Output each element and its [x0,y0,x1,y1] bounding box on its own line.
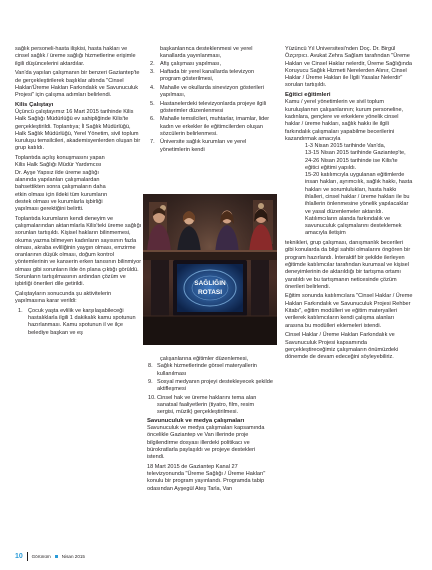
list-item [147,363,273,378]
tv-studio-photo [143,194,277,345]
section-heading-savunuculuk: Savunuculuk ve medya çalışmaları [147,417,245,424]
list-item [147,69,273,84]
list-text: Haftada bir yerel kanallarda televizyon program gösterilmesi, [160,69,255,83]
list-number: 5. [150,100,155,107]
column-1 [15,46,142,543]
list-continuation: çalışanlarına eğitimler düzenlemesi, [160,356,249,362]
section-heading-egitim: Eğitici eğitimleri [285,92,331,99]
paragraph: 18 Mart 2015 de Gaziantep Kanal 27 televizyonunda "Üreme Sağlığı / Üreme Hakları" konulu bir program yayınlandı. Programda tabip odasından Ayşegül Ateş Tarla, Van [147,463,266,492]
show-logo-line-2: ROTASI [197,289,223,296]
list-number: 9. [148,379,153,386]
activity-list-continued [147,61,273,154]
show-logo-line-1: SAĞLIĞIN [194,280,226,287]
list-number: 6. [150,116,155,123]
date-line: 1-3 Nisan 2015 tarihinde Van'da, [305,143,386,150]
paragraph: teknikleri, grup çalışması, danışmanlık becerileri gibi konularda da bilgi sahibi olmalarını öngören bir program hazırlandı. İnteraktif bir şekilde ilerleyen eğitimde katılımcılar tarafından kurumsal ve kişisel deneyimlerinin de aktarıldığı bir tartışma ortamı yaratıldı ve bu tartışmanın neticesinde çözüm önerileri belirlendi. [285,240,411,290]
page-footer [15,551,85,561]
paragraph: Yüzüncü Yıl Üniversitesi'nden Doç. Dr. Birgül Özçırpıcı. Avukat Zehra Sağlam tarafından "Üreme Hakları ve Cinsel Haklar nelerdir, Üreme Sağlığında Koruyucu Sağlık Hizmeti Nerelerden Alınır, Cinsel Haklar / Üreme Hakları ile İlgili Yasalar Nelerdir" soruları tartışıldı. [285,46,413,89]
list-number: 10. [148,394,156,401]
list-number: 3. [150,69,155,76]
paragraph: 15-20 katılımcıyla uygulanan eğitimlerde insan hakları, ayrımcılık, sağlık hakkı, hasta hakları ve sorumlulukları, hasta hakkı ihlalleri, cinsel haklar / üreme hakları ile bu ihlallerin önlenmesine yönelik yapılacaklar ve yasal düzenlemeler aktarıldı. Katılımcıların alanda farkındalık ve savunuculuk çalışmalarını desteklemek amacıyla iletişim [305,172,413,237]
section-heading-kilis: Kilis Çalıştayı [15,101,54,108]
list-text: Mahalle temsilcileri, muhtarlar, imamlar, lider kadın ve erkekler ile eğitimcilerden oluşan sözcülerin belirlenmesi. [160,116,270,137]
list-item [147,379,273,394]
list-item [147,101,273,116]
paragraph: sağlık personeli-hasta ilişkisi, hasta hakları ve cinsel sağlık / üreme sağlığı hizmetlerine erişimle ilgili düşüncelerini aktardılar. [15,46,136,67]
list-text: Çocuk yaşta evlilik ve karşılaşabileceği hastalıklarla ilgili 1 dakikalık kamu spotunun hazırlanması. Kamu spotunun il ve ilçe belediye başkan ve eş [28,307,136,336]
list-number: 1. [18,307,23,314]
list-item [147,85,273,100]
paragraph: Kamu / yerel yönetimlerin ve sivil toplum kuruluşlarının çalışanlarının; kurum personeline, kadınlara, gençlere ve erkeklere yönelik cinsel haklar / üreme hakları, sağlık hakkı ile ilgili farkındalık çalışmaları yapabilme becerilerini kazandırmak amacıyla [285,99,404,142]
list-text: Cinsel hak ve üreme haklarını tema alan sanatsal faaliyetlerin (tiyatro, film, resim sergisi, müzik) gerçekleştirilmesi. [157,394,257,416]
list-text: Hastanelerdeki televizyonlarda projeye ilgili gösterimler düzenlenmesi [160,100,267,114]
list-text: Mahalle ve okullarda sinevizyon gösterileri yapılması, [160,84,264,99]
list-item [147,395,273,417]
list-text: Sosyal medyanın projeyi destekleyecek şekilde aktifleşmesi [157,379,273,393]
paragraph: Eğitim sonunda katılımcılara "Cinsel Haklar / Üreme Hakları Farkındalık ve Savunuculuk Projesi Rehber Kitabı", eğitim modülleri ve eğitim materyalleri verilerek katılımcıların kendi çalışma alanları arasına bu modülleri eklemeleri istendi. [285,293,413,329]
list-text: Sağlık hizmetlerinde görsel materyallerin kullanılması [157,363,257,377]
activity-list-continued [147,363,273,416]
footer-divider [27,552,28,561]
magazine-name: Görünüm [31,553,51,559]
list-number: 8. [148,363,153,370]
paragraph: Üçüncü çalıştayımız 16 Mart 2015 tarihinde Kilis Halk Sağlığı Müdürlüğü ev sahipliğinde Kilis'te gerçekleştirildi. Toplantıya; İl Sağlık Müdürlüğü, Halk Sağlık Müdürlüğü, Yerel Yönetim, sivil toplum kuruluşu temsilcileri, akademisyenlerden oluşan bir grup katıldı. [15,109,141,152]
column-2-bottom [147,356,273,543]
paragraph: Çalıştayların sonucunda şu aktivitelerin yapılmasına karar verildi: [15,290,112,305]
paragraph: Savunuculuk ve medya çalışmaları kapsamında öncelikle Gaziantep ve Van illerinde proje bilgilendirme dosyası illerdeki politikacı ve bürokratlarla paylaşıldı ve projeye destekleri istendi. [147,425,265,461]
list-item [15,308,142,337]
page-number: 10 [15,552,23,560]
paragraph: Van'da yapılan çalışmanın bir benzeri Gaziantep'te de gerçekleştirilerek başlıklar altında "Cinsel Haklar/Üreme Hakları Farkındalık ve Savunuculuk Projesi" için çalışma adımları belirlendi. [15,70,140,99]
list-number: 2. [150,60,155,67]
list-text: Üniversite sağlık kurumları ve yerel yönetimlerin kendi [160,139,247,153]
paragraph: Cinsel Haklar / Üreme Hakları Farkındalık ve Savunuculuk Projesi kapsamında gerçekleştireceğimiz çalışmaların önümüzdeki dönemde de devam edeceğini söyleyebiliriz. [285,332,399,361]
list-continuation: başkanlarınca desteklenmesi ve yerel kanallarda yayınlanması, [160,46,253,60]
list-item [147,139,273,154]
list-text: Afiş çalışması yapılması, [160,60,222,67]
activity-list [15,308,142,337]
square-bullet-icon [55,555,58,558]
list-item [147,61,273,68]
list-number: 7. [150,139,155,146]
paragraph: Toplantıda açılış konuşmasını yapan Kilis Halk Sağlığı Müdür Yardımcısı Dr. Ayşe Yapsız ilde üreme sağlığı alanında yapılanları çalışmalardan bahsettikten sonra çalışmaların daha etkin olması için ildeki tüm kurumların destek olması ve kurumlarla işbirliği yapılması gerektiğini belirtti. [15,155,108,213]
list-item [147,116,273,138]
list-number: 4. [150,84,155,91]
column-2-top [147,46,273,190]
issue-date: Nisan 2015 [61,553,85,559]
paragraph: Toplantıda kurumların kendi deneyim ve çalışmalarından aktarımlarla Kilis'teki üreme sağlığı sorunları tartışıldı. Kişisel hakların bilinmemesi, okuma yazma bilmeyen kadınların sayısının fazla olması, akraba evliliğinin yaygın olması, emzirme oranlarının düşük olması, doğum kontrol yöntemlerinin ve kanserin erken tanısının bilinmiyor olması gibi sorunların ilde ön plana çıktığı görüldü. Sorunların tartışılmasının ardından çözüm ve işbirliği önerileri dile getirildi. [15,215,142,288]
column-3 [285,46,413,543]
date-line: 13-15 Nisan 2015 tarihinde Gaziantep'te, 24-26 Nisan 2015 tarihinde ise Kilis'te eğitici eğitimi yapıldı. [305,150,406,171]
studio-photo-illustration [143,194,277,345]
